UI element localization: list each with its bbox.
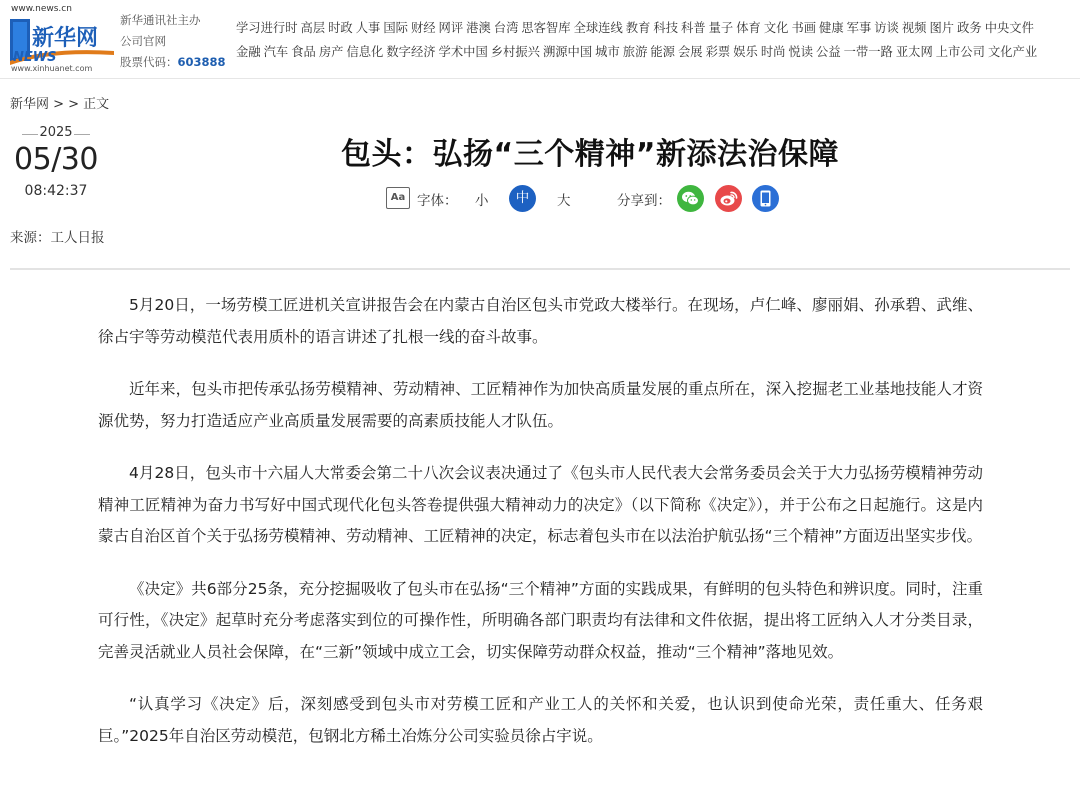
nav-link[interactable]: 学习进行时	[236, 21, 298, 35]
title-divider	[10, 268, 1070, 270]
nav-link[interactable]: 金融	[236, 45, 261, 59]
article-paragraph: 近年来，包头市把传承弘扬劳模精神、劳动精神、工匠精神作为加快高质量发展的重点所在，深入挖掘老工业基地技能人才资源优势，努力打造适应产业高质量发展需要的高素质技能人才队伍。	[98, 380, 983, 430]
font-size-icon: Aa	[386, 187, 410, 209]
breadcrumb[interactable]: 新华网 > > 正文	[10, 97, 110, 112]
article-paragraph: “认真学习《决定》后，深刻感受到包头市对劳模工匠和产业工人的关怀和关爱，也认识到使命光荣，责任重大、任务艰巨。”2025年自治区劳动模范，包钢北方稀土冶炼分公司实验员徐占宇说。	[98, 695, 983, 745]
nav-link[interactable]: 房产	[318, 45, 344, 59]
nav-link[interactable]: 量子	[708, 21, 734, 35]
share-wechat-button[interactable]	[677, 185, 704, 212]
nav-link[interactable]: 公益	[816, 45, 841, 59]
publish-month-day: 05/30	[14, 142, 98, 177]
nav-link[interactable]: 上市公司	[935, 45, 985, 59]
nav-link[interactable]: 学术中国	[438, 45, 488, 59]
nav-link[interactable]: 港澳	[466, 21, 491, 35]
site-header	[0, 0, 1080, 79]
nav-link[interactable]: 科普	[681, 21, 706, 35]
font-size-medium-button[interactable]: 中	[509, 185, 536, 212]
article-source: 来源：工人日报	[10, 230, 105, 246]
mobile-phone-icon	[752, 185, 779, 212]
channel-nav	[236, 16, 1076, 64]
article-body	[98, 290, 983, 773]
stock-code	[120, 52, 226, 73]
weibo-icon	[715, 185, 742, 212]
nav-link[interactable]: 网评	[438, 21, 464, 35]
nav-link[interactable]: 图片	[929, 21, 955, 35]
xinhua-logo-icon	[10, 17, 114, 65]
publish-time: 08:42:37	[24, 183, 88, 199]
font-size-small-button[interactable]: 小	[475, 193, 489, 209]
nav-link[interactable]: 全球连线	[573, 21, 623, 35]
logo-url-top: www.news.cn	[11, 4, 72, 14]
nav-link[interactable]: 中央文件	[984, 21, 1034, 35]
nav-link[interactable]: 会展	[677, 45, 703, 59]
article-paragraph: 《决定》共6部分25条，充分挖掘吸收了包头市在弘扬“三个精神”方面的实践成果，有鲜明的包头特色和辨识度。同时，注重可行性，《决定》起草时充分考虑落实到位的可操作性，所明确各部门职责均有法律和文件依据，提出将工匠纳入人才分类目录，完善灵活就业人员社会保障，在“三新”领域中成立工会，切实保障劳动群众权益，推动“三个精神”落地见效。	[98, 579, 983, 661]
nav-link[interactable]: 能源	[650, 45, 675, 59]
nav-link[interactable]: 一带一路	[843, 45, 893, 59]
nav-link[interactable]: 时尚	[760, 45, 786, 59]
article-paragraph: 5月20日，一场劳模工匠进机关宣讲报告会在内蒙古自治区包头市党政大楼举行。在现场，卢仁峰、廖丽娟、孙承碧、武维、徐占宇等劳动模范代表用质朴的语言讲述了扎根一线的奋斗故事。	[98, 296, 983, 346]
nav-link[interactable]: 数字经济	[386, 45, 436, 59]
stock-label: 股票代码：	[120, 55, 178, 69]
nav-link[interactable]: 彩票	[705, 45, 731, 59]
org-line2: 公司官网	[120, 34, 166, 48]
stock-code-value[interactable]: 603888	[177, 55, 226, 69]
org-line1: 新华通讯社主办	[120, 13, 201, 27]
nav-link[interactable]: 乡村振兴	[490, 45, 540, 59]
nav-link[interactable]: 军事	[846, 21, 872, 35]
publish-year: 2025	[8, 125, 104, 140]
org-info	[120, 10, 226, 73]
nav-link[interactable]: 教育	[625, 21, 651, 35]
share-weibo-button[interactable]	[715, 185, 742, 212]
nav-link[interactable]: 政务	[957, 21, 982, 35]
logo-en-text: NEWS	[13, 50, 57, 65]
nav-link[interactable]: 文化	[763, 21, 789, 35]
nav-link[interactable]: 体育	[736, 21, 761, 35]
nav-link[interactable]: 信息化	[346, 45, 384, 59]
share-mobile-button[interactable]	[752, 185, 779, 212]
nav-link[interactable]: 高层	[300, 21, 326, 35]
nav-row-1	[236, 16, 1076, 40]
nav-link[interactable]: 书画	[791, 21, 817, 35]
nav-link[interactable]: 视频	[901, 21, 927, 35]
wechat-icon	[677, 185, 704, 212]
publish-date	[8, 125, 104, 199]
nav-link[interactable]: 访谈	[874, 21, 899, 35]
font-size-large-button[interactable]: 大	[557, 193, 571, 209]
nav-link[interactable]: 科技	[653, 21, 678, 35]
nav-link[interactable]: 溯源中国	[542, 45, 593, 59]
nav-link[interactable]: 思客智库	[521, 21, 571, 35]
nav-link[interactable]: 国际	[383, 21, 408, 35]
nav-link[interactable]: 娱乐	[733, 45, 758, 59]
nav-link[interactable]: 汽车	[263, 45, 289, 59]
logo-url-bottom: www.xinhuanet.com	[11, 64, 93, 73]
nav-link[interactable]: 悦读	[788, 45, 814, 59]
nav-link[interactable]: 文化产业	[987, 45, 1038, 59]
share-label: 分享到：	[617, 193, 671, 209]
nav-link[interactable]: 旅游	[622, 45, 648, 59]
nav-link[interactable]: 健康	[819, 21, 844, 35]
nav-link[interactable]: 人事	[355, 21, 381, 35]
nav-link[interactable]: 时政	[328, 21, 353, 35]
article-tools	[386, 185, 786, 215]
nav-link[interactable]: 亚太网	[895, 45, 933, 59]
article-title: 包头：弘扬“三个精神”新添法治保障	[341, 137, 839, 172]
nav-link[interactable]: 食品	[291, 45, 316, 59]
article-paragraph: 4月28日，包头市十六届人大常委会第二十八次会议表决通过了《包头市人民代表大会常务委员会关于大力弘扬劳模精神劳动精神工匠精神为奋力书写好中国式现代化包头答卷提供强大精神动力的决定》（以下简称《决定》），并于公布之日起施行。这是内蒙古自治区首个关于弘扬劳模精神、劳动精神、工匠精神的决定，标志着包头市在以法治护航弘扬“三个精神”方面迈出坚实步伐。	[98, 464, 983, 545]
logo-cn-text: 新华网	[32, 26, 99, 51]
font-size-label: 字体：	[417, 193, 458, 209]
nav-row-2	[236, 40, 1076, 64]
nav-link[interactable]: 财经	[410, 21, 436, 35]
nav-link[interactable]: 城市	[595, 45, 620, 59]
site-logo[interactable]	[8, 4, 114, 74]
nav-link[interactable]: 台湾	[493, 21, 519, 35]
